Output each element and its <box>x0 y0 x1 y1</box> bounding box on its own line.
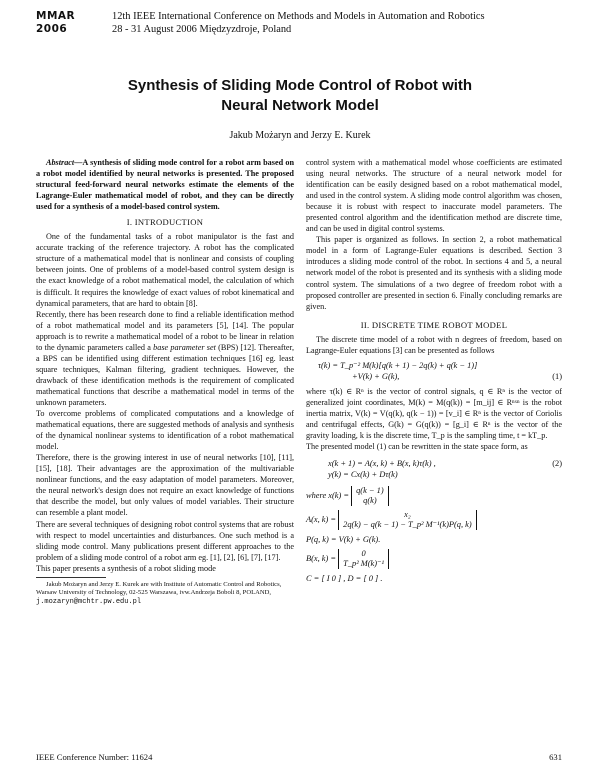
title-line-1: Synthesis of Sliding Mode Control of Robot with <box>127 77 473 94</box>
equation-2-number: (2) <box>552 459 562 469</box>
equation-1 <box>306 360 562 382</box>
model-paragraph-1: The discrete time model of a robot with n degrees of freedom, based on Lagrange-Euler equations [3] can be presented as follows <box>306 334 562 355</box>
intro-paragraph-5: There are several techniques of designing robot control systems that are robust with respect to model uncertainties and disturbances. One such method is a sliding mode control. Many publications present different approaches to the problem of a sliding mode control of a robot arm eg. [1], [2], [6], [7], [17]. <box>36 519 294 562</box>
model-paragraph-2: where τ(k) ∈ Rⁿ is the vector of control signals, q ∈ Rⁿ is the vector of generalized joint coordinates, M(k) = M(q(k)) = [m_ij] ∈ Rⁿˣⁿ is the robot inertia matrix, V(k) = V(q(k), q(k − 1)) = [v_i] ∈ Rⁿ is the vector of Coriolis and centrifugal effects, G(k) = G(q(k)) = [g_i] ∈ Rⁿ is the vector of the gravity loading, k is the discrete time, T_p is the sampling time, t = kT_p. <box>306 386 562 441</box>
equation-2-line-1: x(k + 1) = A(x, k) + B(x, k)τ(k) , <box>328 459 436 469</box>
equation-1-number: (1) <box>552 371 562 381</box>
matrix-a-definition: A(x, k) = x₂ 2q(k) − q(k − 1) − T_p² M⁻¹(k)P(q, k) <box>306 510 562 530</box>
equation-2-line-2: y(k) = Cx(k) + Dτ(k) <box>328 470 398 480</box>
right-paragraph-2: This paper is organized as follows. In section 2, a robot mathematical model in a form of Lagrange-Euler equations is described. Section 3 introduces a sliding mode control of the robot. In sections 4 and 5, a neural network model of the robot is presented and its synthesis with a sliding mode control system. The simulations of a two degree of freedom robot with a proposed controller are presented in section 6. Finally concluding remarks are given. <box>306 235 562 311</box>
intro-paragraph-1: One of the fundamental tasks of a robot manipulator is the fast and accurate tracking of the reference trajectory. A robot has the complicated structure of a mathematical model that is nonlinear and consists of coupling between joints. One of problems of a model-based control system design is the exact knowledge of a robot mathematical model, the calculation of which is difficult. It requires the knowledge of exact values of robot kinematical and dynamical parameters, that are hard to obtain [8]. <box>36 232 294 308</box>
matrix-b: 0 T_p² M(k)⁻¹ <box>338 549 389 569</box>
intro-paragraph-4: Therefore, there is the growing interest in use of neural networks [10], [11], [15], [18]. Their advantages are the approximation of the multivariable nonlinear functions, and the easy adaptation of model parameters. Moreover, the neural network's design does not require an exact knowledge of functions that describe the model, but only values of model variables. Their structure can resemble a plant model. <box>36 453 294 518</box>
matrix-b-definition: B(x, k) = 0 T_p² M(k)⁻¹ <box>306 549 562 569</box>
state-vector-matrix: q(k − 1) q(k) <box>351 486 389 506</box>
conference-header <box>112 10 485 36</box>
abstract-text: A synthesis of sliding mode control for a robot arm based on a robot model identified by neural networks is presented. The proposed structural feed-forward neural networks estimate the elements of the Lagrange-Euler mathematical model of robot, and they can be directly used for a synthesis of a model-based control system. <box>36 158 294 212</box>
conference-name: 12th IEEE International Conference on Methods and Models in Automation and Robotics <box>112 11 485 22</box>
conference-date-place: 28 - 31 August 2006 Międzyzdroje, Poland <box>112 24 292 35</box>
conference-number: IEEE Conference Number: 11624 <box>36 752 153 762</box>
intro-paragraph-6: This paper presents a synthesis of a robot sliding mode <box>36 563 216 573</box>
paper-authors: Jakub Możaryn and Jerzy E. Kurek <box>229 130 371 141</box>
abstract <box>36 157 294 212</box>
abstract-label: Abstract— <box>46 158 83 167</box>
right-column <box>306 157 562 588</box>
logo-line-1: MMAR <box>36 10 76 22</box>
author-email: j.mozaryn@mchtr.pw.edu.pl <box>36 597 142 606</box>
section-1-heading: I. INTRODUCTION <box>126 217 204 228</box>
title-line-2: Neural Network Model <box>221 97 379 114</box>
author-footnote: Jakub Możaryn and Jerzy E. Kurek are with Institute of Automatic Control and Robotics, Warsaw University of Technology, 02-525 Warszawa, ivw.Andrzeja Boboli 8, POLAND, j.mozaryn@mchtr.pw.edu.pl <box>36 580 282 606</box>
state-vector-definition: where x(k) = q(k − 1) q(k) <box>306 486 562 506</box>
equation-2 <box>306 458 562 480</box>
p-definition: P(q, k) = V(k) + G(k). <box>306 535 381 545</box>
conference-logo <box>36 10 75 36</box>
footnote-rule <box>36 577 106 578</box>
model-paragraph-3: The presented model (1) can be rewritten in the state space form, as <box>306 442 528 452</box>
matrices-c-d-definition: C = [ I 0 ] , D = [ 0 ] . <box>306 574 383 584</box>
section-2-heading: II. DISCRETE TIME ROBOT MODEL <box>360 319 508 330</box>
matrix-a: x₂ 2q(k) − q(k − 1) − T_p² M⁻¹(k)P(q, k) <box>338 510 476 530</box>
term-base-parameter-set: base parameter set <box>153 342 216 352</box>
paper-title <box>40 76 560 116</box>
left-column <box>36 157 294 607</box>
logo-line-2: 2006 <box>36 23 68 35</box>
intro-paragraph-3: To overcome problems of complicated computations and a knowledge of mathematical equations, there are suggested methods of analysis and synthesis of the dynamical nonlinear systems to identification of a robot mathematical model. <box>36 409 294 452</box>
equation-1-line-1: τ(k) = T_p⁻² M(k)[q(k + 1) − 2q(k) + q(k − 1)] <box>318 360 478 370</box>
right-paragraph-1: control system with a mathematical model whose coefficients are estimated using neural networks. The structure of a neural network model for identification can be easily designed based on a robot mathematical model, and used in the control system. A sliding mode control algorithm was chosen, because it is robust with respect to inaccurate model parameters. The presented control algorithm and the identification method are discrete time, and can be used in digital control systems. <box>306 158 562 234</box>
equation-1-line-2: +V(k) + G(k), <box>352 371 400 381</box>
intro-paragraph-2: Recently, there has been research done to find a reliable identification method of a robot mathematical model and its parameters [5], [14]. The popular approach is to rewrite a mathematical model of a robot to be linear in relation to the dynamic parameters called a base parameter set (BPS) [12]. Thereafter, a BPS can be identified using different estimation techniques [16] eg. least square techniques, Kalman filtering, gradient techniques. However, the drawback of these identification methods is the requirement of complicated mathematical functions that describe a mathematical model in terms of the unknown parameters. <box>36 309 294 407</box>
page-number: 631 <box>549 752 562 762</box>
